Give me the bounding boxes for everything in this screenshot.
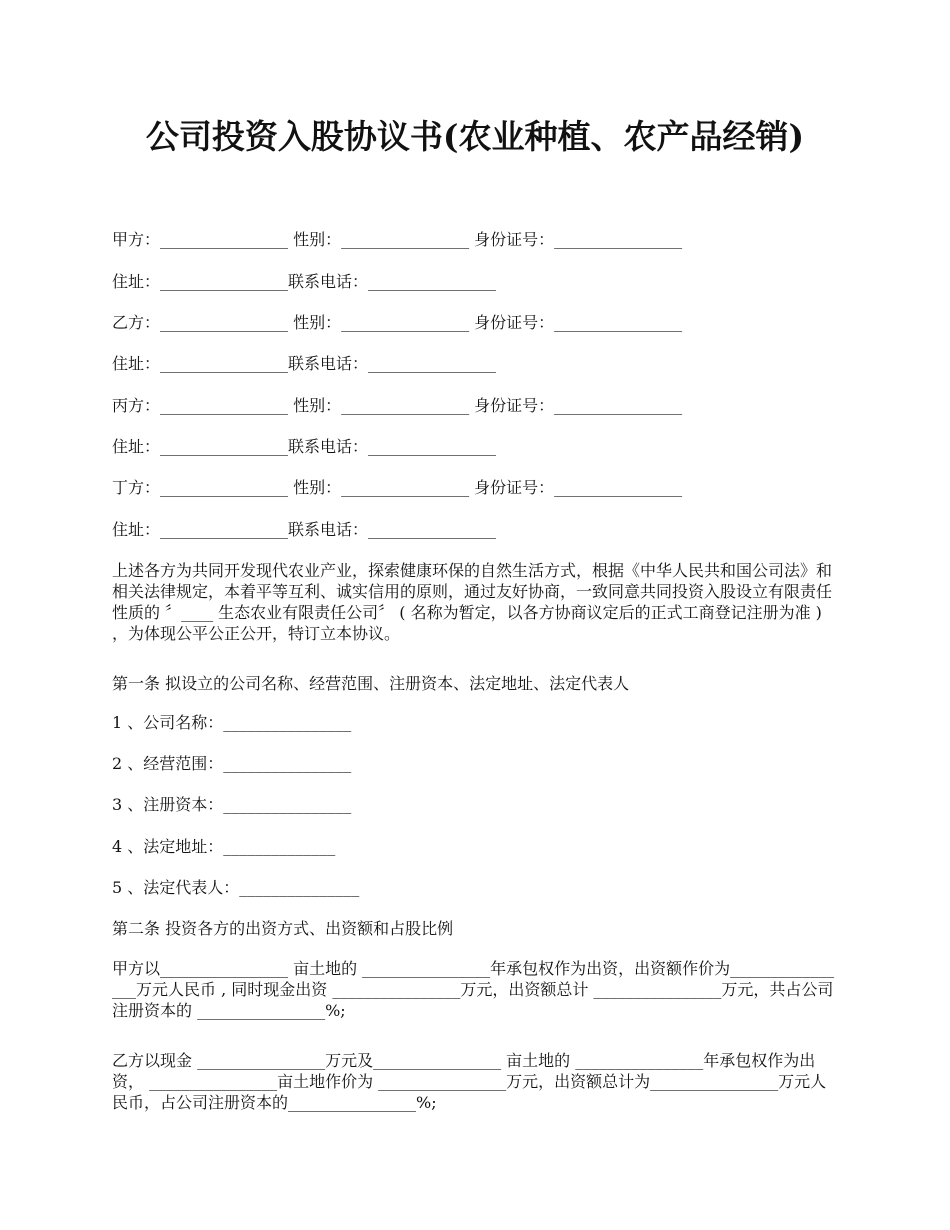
document-title: 公司投资入股协议书(农业种植、农产品经销) <box>145 117 805 156</box>
article-1-item: 2 、经营范围：________________ <box>112 754 352 773</box>
article-1-item: 1 、公司名称：________________ <box>112 713 352 732</box>
intro-paragraph: 上述各方为共同开发现代农业产业，探索健康环保的自然生活方式，根据《中华人民共和国公司法》和相关法律规定，本着平等互利、诚实信用的原则，通过友好协商，一致同意共同投资入股设立有限责任性质的 〞____ 生态农业有限责任公司〞 ( 名称为暂定，以各方协商议定后的正式工商登记注册为准 ) ，为体现公平公正公开，特订立本协议。 <box>112 561 833 643</box>
article-2-heading: 第二条 投资各方的出资方式、出资额和占股比例 <box>112 919 454 938</box>
party-yi-address: 住址：________________联系电话：________________ <box>112 354 497 373</box>
article-1-item: 4 、法定地址：______________ <box>112 837 336 856</box>
party-bing-info: 丙方：________________ 性别：________________ 身份证号：________________ <box>112 396 683 415</box>
party-ding-info: 丁方：________________ 性别：________________ 身份证号：________________ <box>112 478 683 497</box>
article-2-party-b: 乙方以现金 ________________万元及________________ 亩土地的 ________________年承包权作为出资， ________________亩土地作价为 ________________万元，出资额总计为________________万元人民币，占公司注册资本的________________%; <box>112 1051 827 1112</box>
party-yi-info: 乙方：________________ 性别：________________ 身份证号：________________ <box>112 313 683 332</box>
article-1-heading: 第一条 拟设立的公司名称、经营范围、注册资本、法定地址、法定代表人 <box>112 674 630 693</box>
party-jia-info: 甲方：________________ 性别：________________ 身份证号：________________ <box>112 230 683 249</box>
article-2-party-a: 甲方以________________ 亩土地的 ________________年承包权作为出资，出资额作价为________________万元人民币 , 同时现金出资 ________________万元，出资额总计 ________________万元，共占公司注册资本的 ________________%; <box>112 959 835 1020</box>
party-bing-address: 住址：________________联系电话：________________ <box>112 437 497 456</box>
article-1-item: 5 、法定代表人：_______________ <box>112 878 360 897</box>
article-1-item: 3 、注册资本：________________ <box>112 795 352 814</box>
party-jia-address: 住址：________________联系电话：________________ <box>112 272 497 291</box>
party-ding-address: 住址：________________联系电话：________________ <box>112 520 497 539</box>
